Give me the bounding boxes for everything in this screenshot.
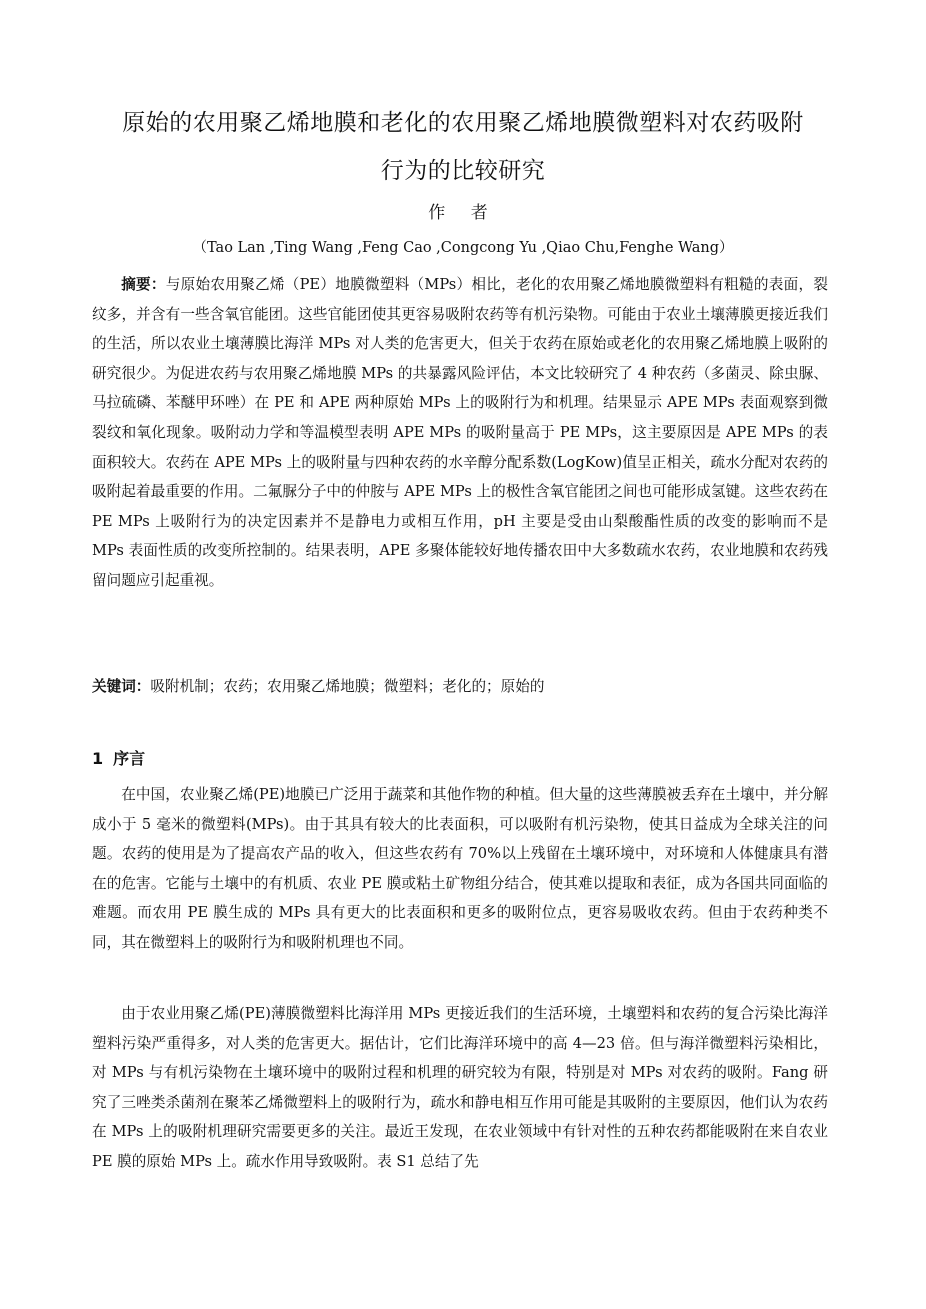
section-number: 1 [92,749,104,768]
paper-title-line-1: 原始的农用聚乙烯地膜和老化的农用聚乙烯地膜微塑料对农药吸附 [122,110,804,136]
keywords [92,672,828,702]
intro-paragraph-2: 由于农业用聚乙烯(PE)薄膜微塑料比海洋用 MPs 更接近我们的生活环境，土壤塑料和农药的复合污染比海洋塑料污染严重得多，对人类的危害更大。据估计，它们比海洋环境中的高 4—23 倍。但与海洋微塑料污染相比，对 MPs 与有机污染物在土壤环境中的吸附过程和机理的研究较为有限，特别是对 MPs 对农药的吸附。Fang 研究了三唑类杀菌剂在聚苯乙烯微塑料上的吸附行为，疏水和静电相互作用可能是其吸附的主要原因，他们认为农药在 MPs 上的吸附机理研究需要更多的关注。最近王发现，在农业领域中有针对性的五种农药都能吸附在来自农业 PE 膜的原始 MPs 上。疏水作用导致吸附。表 S1 总结了先 [92,1005,828,1170]
paper-title-line-2: 行为的比较研究 [380,158,546,184]
section-heading [92,744,145,774]
author-list: （Tao Lan ,Ting Wang ,Feng Cao ,Congcong Yu ,Qiao Chu,Fenghe Wang） [192,240,734,256]
abstract-label: 摘要： [121,276,166,293]
abstract-text: 与原始农用聚乙烯（PE）地膜微塑料（MPs）相比，老化的农用聚乙烯地膜微塑料有粗糙的表面，裂纹多，并含有一些含氧官能团。这些官能团使其更容易吸附农药等有机污染物。可能由于农业土壤薄膜更接近我们的生活，所以农业土壤薄膜比海洋 MPs 对人类的危害更大，但关于农药在原始或老化的农用聚乙烯地膜上吸附的研究很少。为促进农药与农用聚乙烯地膜 MPs 的共暴露风险评估，本文比较研究了 4 种农药（多菌灵、除虫脲、马拉硫磷、苯醚甲环唑）在 PE 和 APE 两种原始 MPs 上的吸附行为和机理。结果显示 APE MPs 表面观察到微裂纹和氧化现象。吸附动力学和等温模型表明 APE MPs 的吸附量高于 PE MPs，这主要原因是 APE MPs 的表面积较大。农药在 APE MPs 上的吸附量与四种农药的水辛醇分配系数(LogKow)值呈正相关，疏水分配对农药的吸附起着最重要的作用。二氟脲分子中的仲胺与 APE MPs 上的极性含氧官能团之间也可能形成氢键。这些农药在 PE MPs 上吸附行为的决定因素并不是静电力或相互作用，pH 主要是受由山梨酸酯性质的改变的影响而不是 MPs 表面性质的改变所控制的。结果表明，APE 多聚体能较好地传播农田中大多数疏水农药，农业地膜和农药残留问题应引起重视。 [92,276,828,589]
author-heading: 作 者 [428,203,498,223]
section-title: 序言 [113,749,146,768]
abstract [92,270,828,596]
keywords-text: 吸附机制；农药；农用聚乙烯地膜；微塑料；老化的；原始的 [150,678,545,695]
keywords-label: 关键词： [92,678,151,695]
intro-paragraph-1: 在中国，农业聚乙烯(PE)地膜已广泛用于蔬菜和其他作物的种植。但大量的这些薄膜被丢弃在土壤中，并分解成小于 5 毫米的微塑料(MPs)。由于其具有较大的比表面积，可以吸附有机污染物，使其日益成为全球关注的问题。农药的使用是为了提高农产品的收入，但这些农药有 70%以上残留在土壤环境中，对环境和人体健康具有潜在的危害。它能与土壤中的有机质、农业 PE 膜或粘土矿物组分结合，使其难以提取和表征，成为各国共同面临的难题。而农用 PE 膜生成的 MPs 具有更大的比表面积和更多的吸附位点，更容易吸收农药。但由于农药种类不同，其在微塑料上的吸附行为和吸附机理也不同。 [92,786,828,951]
